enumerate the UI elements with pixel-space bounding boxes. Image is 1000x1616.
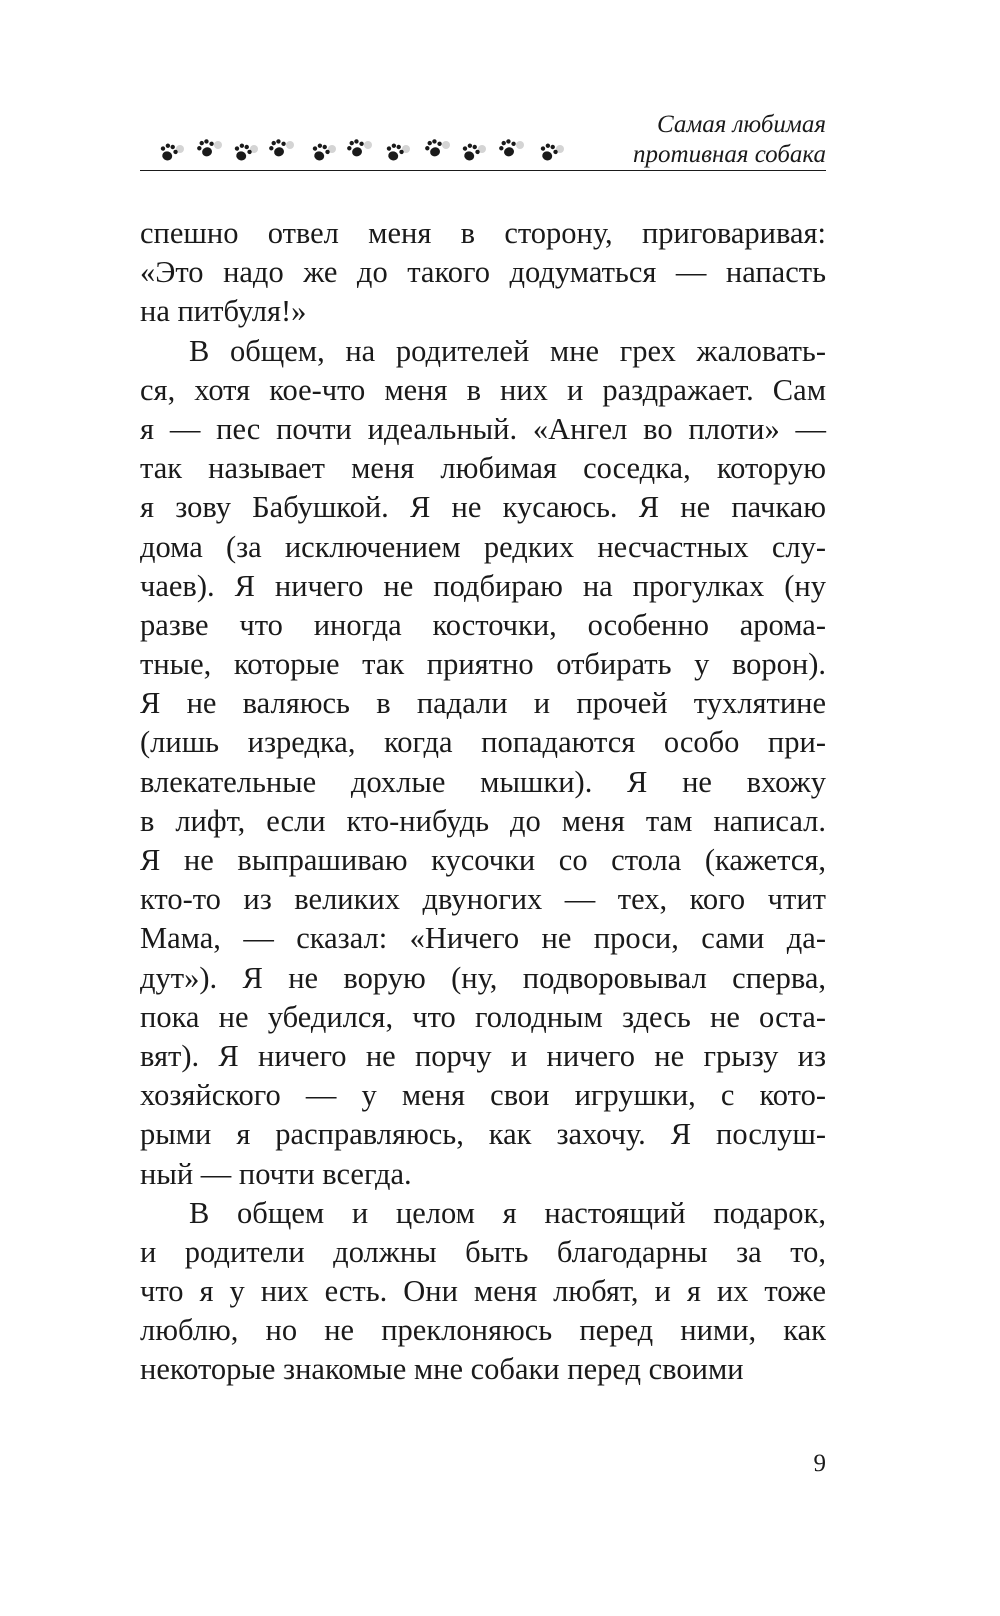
text-line: некоторые знакомые мне собаки перед своими [140, 1352, 744, 1387]
text-line: (лишь изредка, когда попадаются особо при- [140, 725, 826, 760]
text-line: в лифт, если кто-нибудь до меня там написал. [140, 803, 826, 838]
paw-print-icon [423, 137, 445, 159]
paw-print-icon [232, 142, 253, 163]
paw-print-icon [384, 142, 405, 163]
text-line: Мама, — сказал: «Ничего не проси, сами да- [140, 921, 826, 956]
text-line: пока не убедился, что голодным здесь не оста- [140, 999, 826, 1034]
text-line: ся, хотя кое-что меня в них и раздражает. Сам [140, 372, 826, 407]
text-line: чаев). Я ничего не подбираю на прогулках (ну [140, 568, 826, 603]
text-line: на питбуля!» [140, 294, 307, 329]
book-title-line-2: противная собака [633, 141, 826, 168]
paragraph [140, 214, 826, 332]
text-line: кто-то из великих двуногих — тех, кого чтит [140, 882, 826, 917]
paw-print-icon [310, 142, 331, 163]
text-line: ный — почти всегда. [140, 1156, 412, 1191]
paragraph [140, 332, 826, 1194]
text-line: хозяйского — у меня свои игрушки, с кото- [140, 1078, 826, 1113]
paw-print-icon [460, 142, 481, 163]
text-line: люблю, но не преклоняюсь перед ними, как [140, 1313, 826, 1348]
text-line: дут»). Я не ворую (ну, подворовывал сперва, [140, 960, 826, 995]
paw-print-icon [538, 142, 559, 163]
text-line: «Это надо же до такого додуматься — напасть [140, 255, 826, 290]
text-line: дома (за исключением редких несчастных слу- [140, 529, 826, 564]
paw-print-icon [267, 137, 289, 159]
text-line: разве что иногда косточки, особенно арома- [140, 607, 826, 642]
paw-print-icon [497, 137, 519, 159]
running-head [140, 110, 826, 170]
text-line: я — пес почти идеальный. «Ангел во плоти» — [140, 411, 826, 446]
text-line: влекательные дохлые мышки). Я не вхожу [140, 764, 826, 799]
text-line: тные, которые так приятно отбирать у ворон). [140, 647, 826, 682]
paragraph [140, 1194, 826, 1390]
book-title-line-1: Самая любимая [656, 111, 826, 138]
text-line: Я не выпрашиваю кусочки со стола (кажется, [140, 843, 826, 877]
text-line: так называет меня любимая соседка, которую [140, 451, 826, 486]
text-line: В общем и целом я настоящий подарок, [189, 1195, 826, 1230]
text-line: В общем, на родителей мне грех жаловать- [189, 333, 826, 368]
book-title [633, 110, 826, 170]
text-line: рыми я расправляюсь, как захочу. Я послуш- [140, 1117, 826, 1152]
text-line: я зову Бабушкой. Я не кусаюсь. Я не пачкаю [140, 490, 826, 525]
paw-print-icon [195, 137, 217, 159]
paw-print-icon [345, 137, 367, 159]
paw-prints-ornament-icon [150, 136, 670, 166]
text-line: вят). Я ничего не порчу и ничего не грызу из [140, 1038, 826, 1073]
header-rule [140, 170, 826, 171]
text-line: и родители должны быть благодарны за то, [140, 1234, 826, 1269]
paw-print-icon [158, 142, 179, 163]
text-line: спешно отвел меня в сторону, приговаривая: [140, 216, 826, 250]
page-number: 9 [813, 1450, 826, 1477]
text-line: Я не валяюсь в падали и прочей тухлятине [140, 686, 826, 721]
body-text [140, 214, 826, 1390]
text-line: что я у них есть. Они меня любят, и я их тоже [140, 1274, 826, 1309]
